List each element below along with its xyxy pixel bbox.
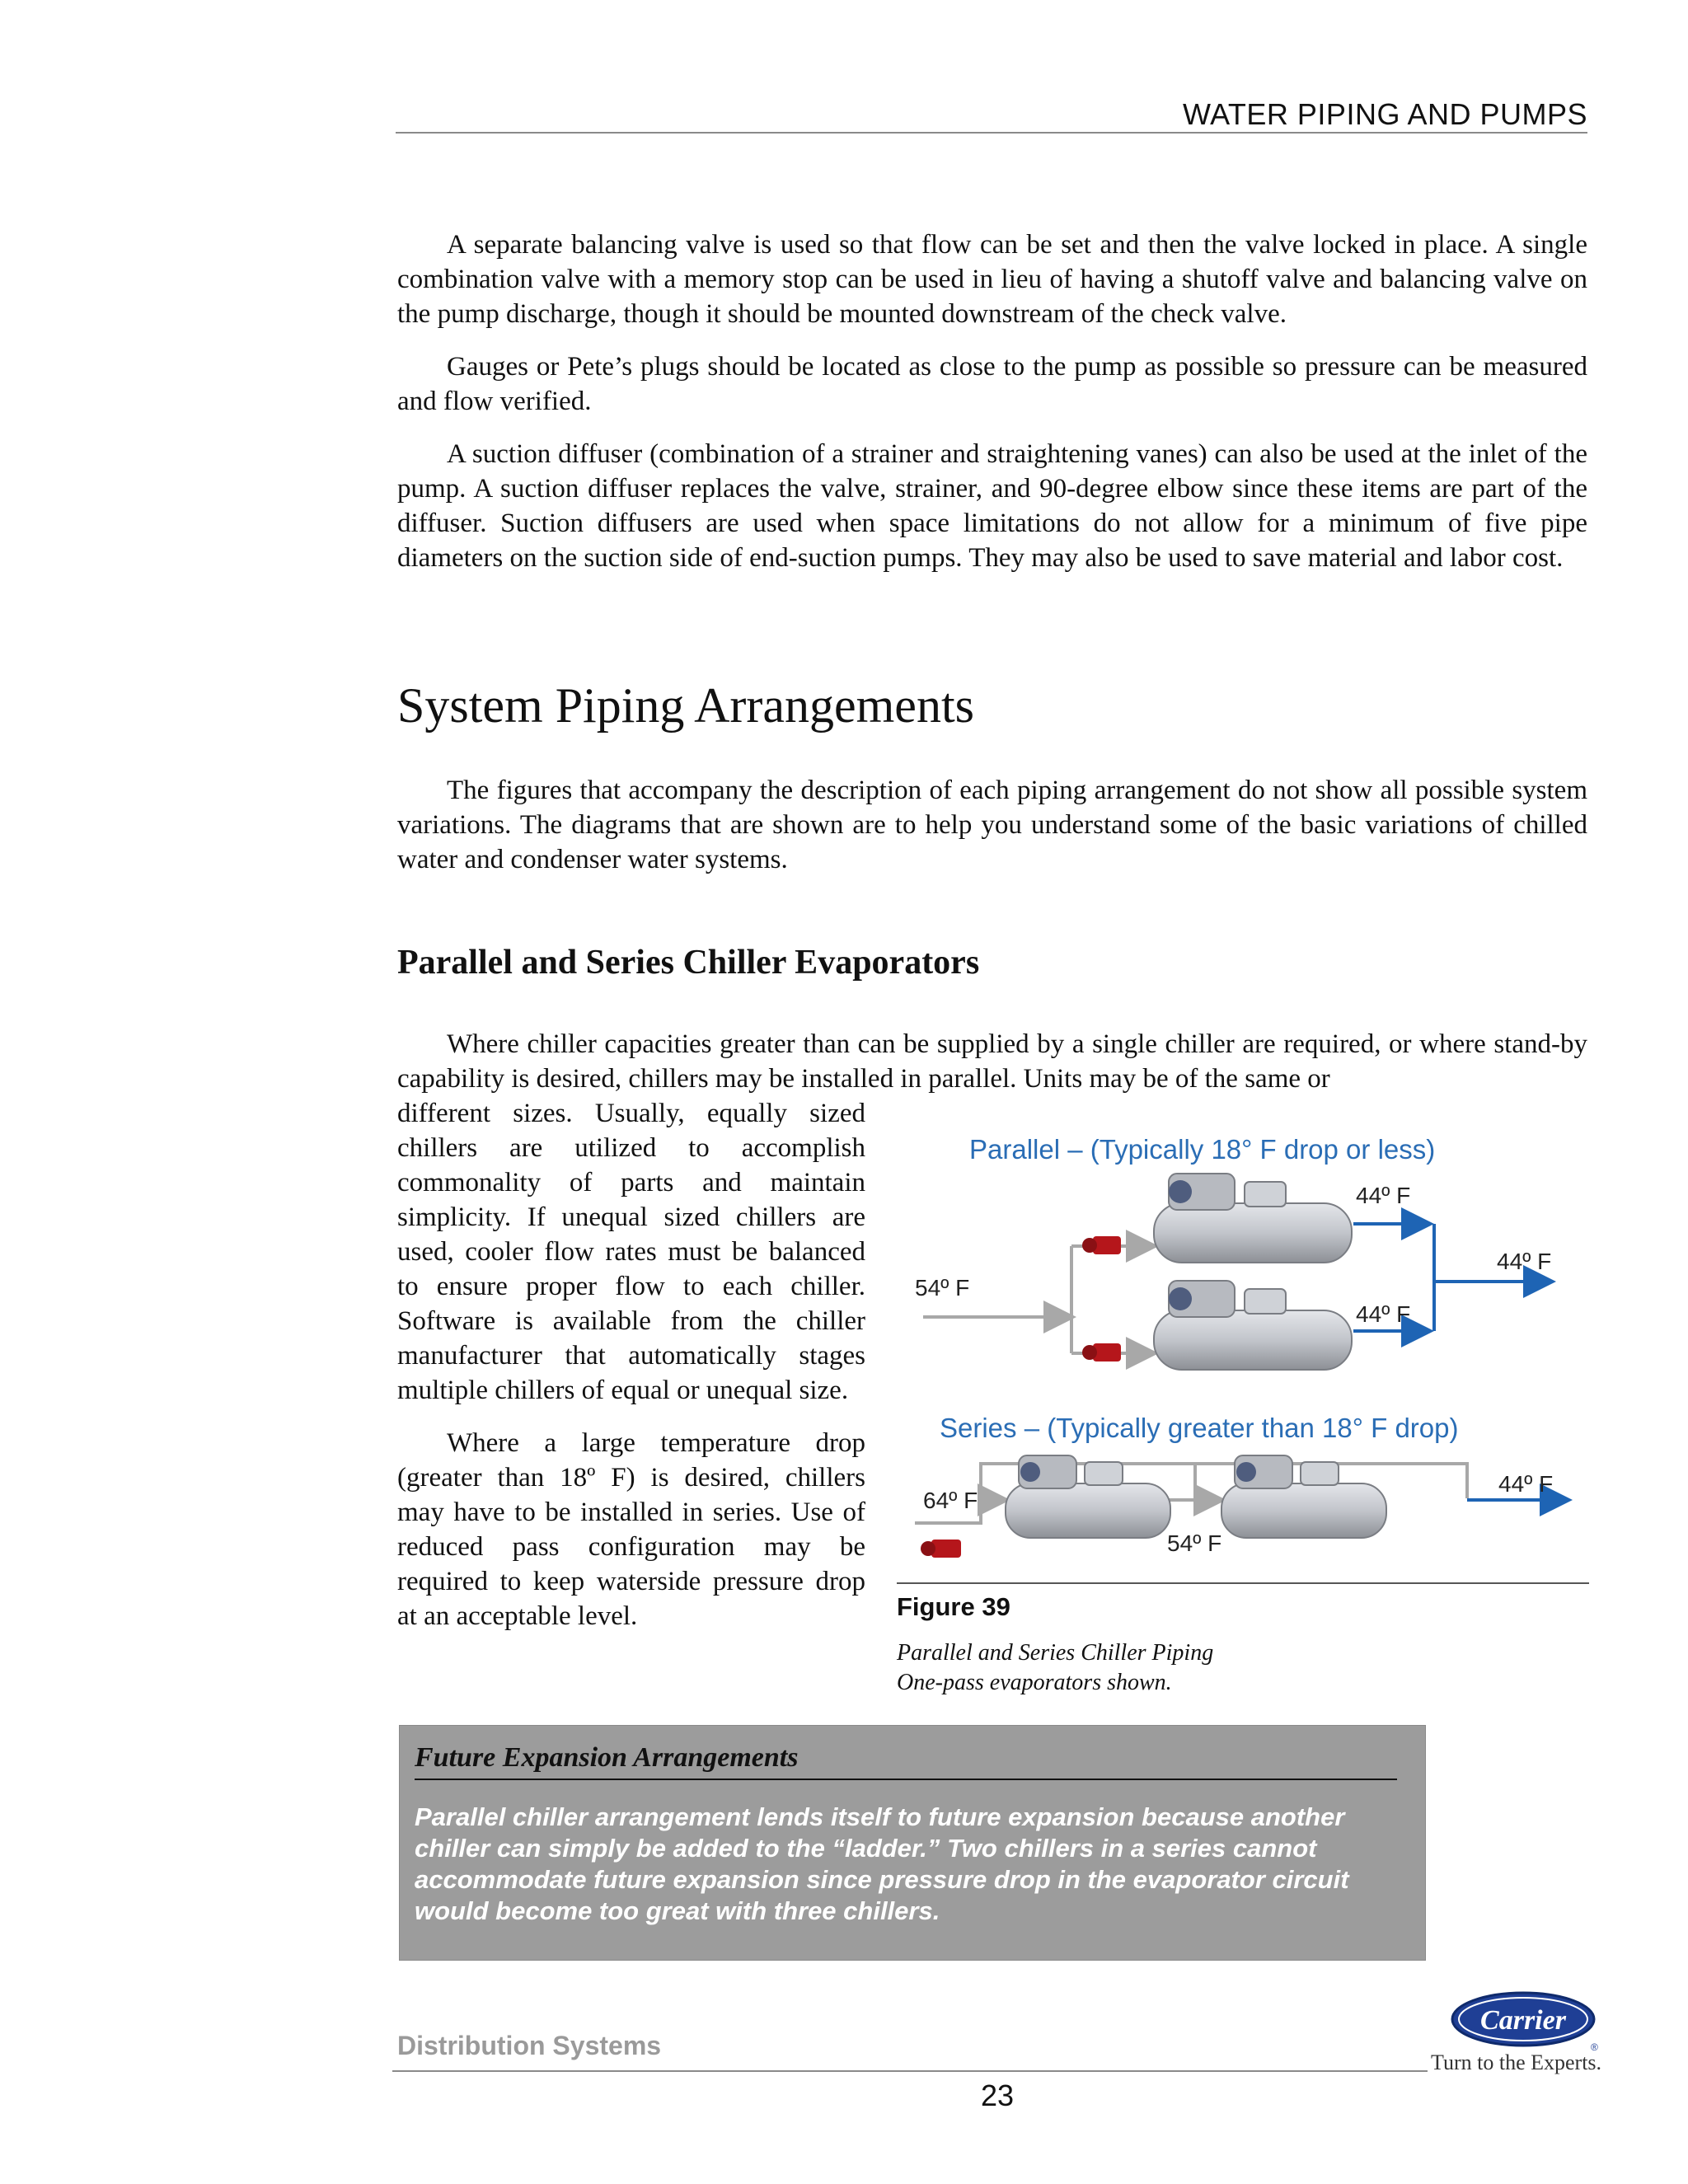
figure-caption (897, 1638, 1213, 1698)
carrier-logo-text: Carrier (1480, 2005, 1566, 2036)
paragraph-parallel-continued: different sizes. Usually, equally sized chillers are utilized to accomplish commonality of parts and maintain simplicity. If unequal sized chillers are used, cooler flow rates must be balanced to ensure proper flow to each chiller. Software is available from the chiller manufacturer that automatically stages multiple chillers of equal or unequal size. (397, 1099, 865, 1405)
narrow-column-text (397, 1096, 865, 1633)
svg-text:®: ® (1591, 2041, 1598, 2053)
paragraph-series: Where a large temperature drop (greater than 18º F) is desired, chillers may have to be installed in series. Use of reduced pass configuration may be required to keep waterside pressure drop at an acceptable level. (397, 1428, 865, 1631)
paragraph-balancing-valve: A separate balancing valve is used so that flow can be set and then the valve locked in place. A single combination valve with a memory stop can be used in lieu of having a shutoff valve and balancing valve on the pump discharge, though it should be mounted downstream of the check valve. (397, 230, 1587, 329)
callout-body: Parallel chiller arrangement lends itself to future expansion because another chiller can simply be added to the “ladder.” Two chillers in a series cannot accommodate future expansion since pressure drop in the evaporator circuit would become too great with three chillers. (415, 1802, 1349, 1925)
subsection-lead (397, 1027, 1587, 1096)
page-number: 23 (980, 2079, 1015, 2112)
footer-divider (392, 2070, 1428, 2072)
parallel-outlet-bottom-temp: 44º F (1356, 1301, 1411, 1327)
chiller-series-first (1006, 1455, 1170, 1538)
chiller-parallel-top (1154, 1174, 1352, 1263)
section-text (397, 773, 1587, 877)
parallel-combined-temp: 44º F (1497, 1249, 1552, 1274)
series-title: Series – (Typically greater than 18° F drop) (940, 1413, 1459, 1443)
paragraph-figures-note: The figures that accompany the description of each piping arrangement do not show all possible system variations. The diagrams that are shown are to help you understand some of the basic variations of chilled water and condenser water systems. (397, 776, 1587, 874)
parallel-outlet-top-temp: 44º F (1356, 1183, 1411, 1208)
section-heading: System Piping Arrangements (397, 678, 974, 733)
chiller-parallel-bottom (1154, 1281, 1352, 1370)
chiller-series-second (1221, 1455, 1386, 1538)
subsection-heading: Parallel and Series Chiller Evaporators (397, 944, 980, 982)
callout-title: Future Expansion Arrangements (415, 1742, 1397, 1780)
pump-series (921, 1540, 961, 1558)
series-inlet-temp: 64º F (923, 1488, 978, 1513)
header-divider (396, 132, 1587, 134)
series-mid-temp: 54º F (1167, 1530, 1222, 1556)
paragraph-suction-diffuser: A suction diffuser (combination of a strainer and straightening vanes) can also be used at the inlet of the pump. A suction diffuser replaces the valve, strainer, and 90-degree elbow since these items are part of the diffuser. Suction diffusers are used when space limitations do not allow for a minimum of five pipe diameters on the suction side of end-suction pumps. They may also be used to save material and labor cost. (397, 439, 1587, 573)
footer-section-name: Distribution Systems (397, 2031, 662, 2060)
running-header: WATER PIPING AND PUMPS (1182, 97, 1587, 131)
intro-text (397, 227, 1587, 575)
paragraph-gauges: Gauges or Pete’s plugs should be located as close to the pump as possible so pressure can be measured and flow verified. (397, 352, 1587, 416)
figure-caption-line1: Parallel and Series Chiller Piping (897, 1640, 1214, 1666)
pump-parallel-bottom (1082, 1343, 1121, 1361)
figure-divider (897, 1582, 1589, 1584)
parallel-title: Parallel – (Typically 18° F drop or less) (969, 1134, 1436, 1165)
brand-tagline: Turn to the Experts. (1431, 2050, 1602, 2074)
chiller-piping-diagram (907, 1121, 1599, 1566)
callout-box (399, 1725, 1426, 1961)
paragraph-parallel-lead: Where chiller capacities greater than can be supplied by a single chiller are required, or where stand-by capability is desired, chillers may be installed in parallel. Units may be of the same or (397, 1029, 1587, 1094)
pump-parallel-top (1082, 1236, 1121, 1254)
series-outlet-temp: 44º F (1498, 1471, 1554, 1497)
figure-caption-line2: One-pass evaporators shown. (897, 1670, 1172, 1695)
parallel-inlet-temp: 54º F (915, 1275, 970, 1301)
figure-number: Figure 39 (897, 1592, 1010, 1621)
